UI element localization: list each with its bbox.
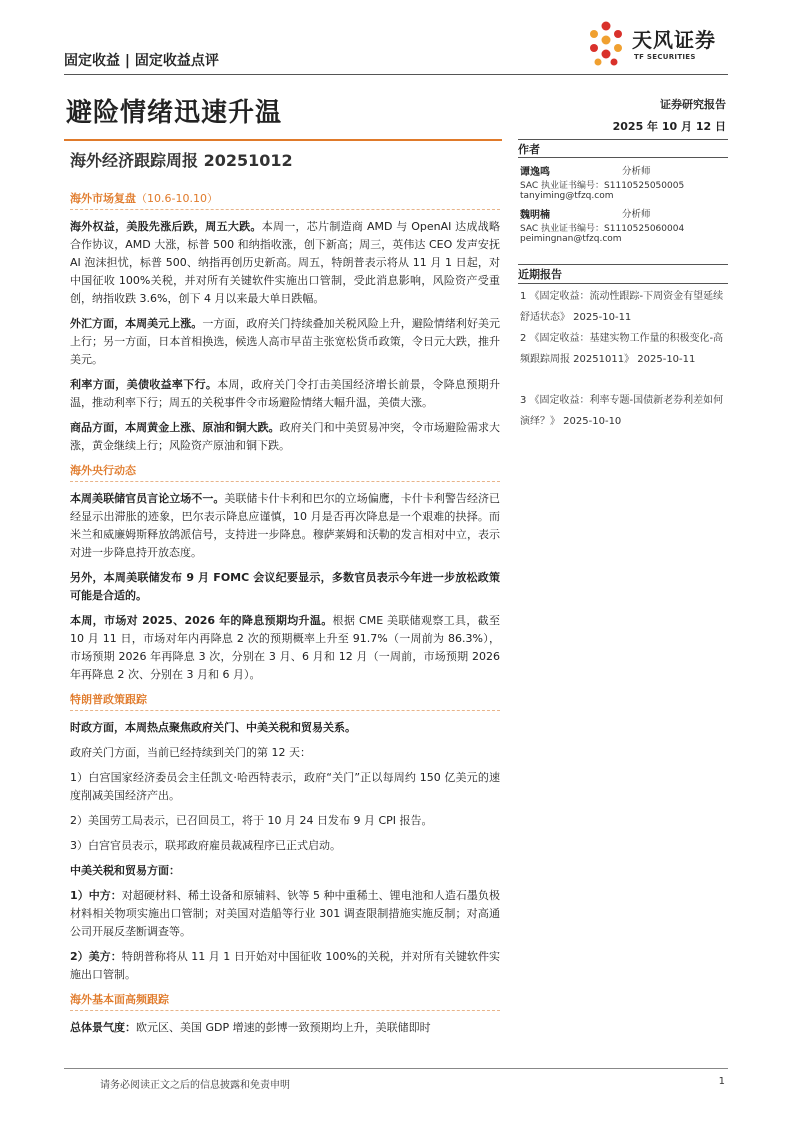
analyst-role: 分析师: [622, 209, 651, 220]
main-content: [70, 190, 500, 1044]
analyst-sac: SAC 执业证书编号：S1110525060004: [520, 224, 685, 234]
footer-disclaimer[interactable]: 请务必阅读正文之后的信息披露和免责申明: [100, 1080, 290, 1091]
paragraph: 总体景气度：欧元区、美国 GDP 增速的彭博一致预期均上升，美联储即时: [70, 1021, 431, 1034]
report-subtitle: 海外经济跟踪周报 20251012: [70, 151, 293, 170]
authors-underline: [518, 157, 728, 158]
logo-text-en: TF SECURITIES: [634, 53, 696, 61]
tf-securities-logo: [584, 20, 734, 70]
analyst-name: 谭逸鸣: [520, 167, 550, 178]
analyst-role: 分析师: [622, 166, 651, 177]
paragraph: 另外，本周美联储发布 9 月 FOMC 会议纪要显示，多数官员表示今年进一步放松政策可能是合适的。: [70, 571, 500, 602]
analyst-name: 魏明楠: [520, 210, 550, 221]
authors-divider: [518, 139, 728, 140]
section-heading-market: 海外市场复盘（10.6-10.10）: [70, 190, 500, 210]
analyst-email[interactable]: peimingnan@tfzq.com: [520, 234, 622, 244]
paragraph: 外汇方面，本周美元上涨。一方面，政府关门持续叠加关税风险上升，避险情绪利好美元上行；另一方面，日本首相换选，候选人高市早苗主张宽松货币政策，令日元大跌，推升美元。: [70, 317, 501, 366]
report-category: 固定收益 | 固定收益点评: [64, 53, 219, 69]
recent-divider: [518, 264, 728, 265]
section-heading-central-bank: 海外央行动态: [70, 462, 500, 482]
paragraph: 2）美方：特朗普称将从 11 月 1 日开始对中国征收 100%的关税，并对所有关键软件实施出口管制。: [70, 950, 500, 981]
tf-logo-icon: [584, 20, 630, 70]
section-heading-fundamentals: 海外基本面高频跟踪: [70, 991, 500, 1011]
paragraph: 3）白宫官员表示，联邦政府雇员裁减程序已正式启动。: [70, 839, 341, 852]
report-type: 证券研究报告: [660, 98, 726, 111]
paragraph: 本周，市场对 2025、2026 年的降息预期均升温。根据 CME 美联储观察工具，截至 10 月 11 日，市场对年内再降息 2 次的预期概率上升至 91.7%（一周前为 86.3%），市场预期 2026 年再降息 3 次，分别在 3 月、6 月和 12 月（一周前，市场预期 2026 年再降息 2 次、分别在 3 月和 6 月）。: [70, 614, 500, 681]
paragraph: 本周美联储官员言论立场不一。美联储卡什卡利和巴尔的立场偏鹰，卡什卡利警告经济已经显示出滞胀的迹象，巴尔表示降息应谨慎，10 月是否再次降息是一个艰难的抉择。而米兰和威廉姆斯释放鸽派信号，支持进一步降息。穆萨莱姆和沃勒的发言相对中立，表示对进一步降息持开放态度。: [70, 492, 501, 559]
title-divider: [64, 139, 502, 141]
paragraph: 利率方面，美债收益率下行。本周，政府关门令打击美国经济增长前景，令降息预期升温，推动利率下行；周五的关税事件令市场避险情绪大幅升温，美债大涨。: [70, 378, 501, 409]
footer-divider: [64, 1068, 728, 1069]
section-heading-trump-policy: 特朗普政策跟踪: [70, 691, 500, 711]
paragraph: 1）白宫国家经济委员会主任凯文·哈西特表示，政府“关门”正以每周约 150 亿美元的速度削减美国经济产出。: [70, 771, 500, 802]
paragraph: 时政方面，本周热点聚焦政府关门、中美关税和贸易关系。: [70, 721, 356, 734]
paragraph: 中美关税和贸易方面：: [70, 864, 180, 877]
paragraph: 政府关门方面，当前已经持续到关门的第 12 天：: [70, 746, 311, 759]
recent-report-item[interactable]: 3 《固定收益：利率专题-国债新老券利差如何演绎？》 2025-10-10: [520, 395, 724, 427]
logo-text-cn: 天风证券: [632, 28, 716, 52]
authors-heading: 作者: [518, 143, 540, 156]
paragraph: 1）中方：对超硬材料、稀土设备和原辅料、钬等 5 种中重稀土、锂电池和人造石墨负极材料相关物项实施出口管制；对美国对造船等行业 301 调查限制措施实施反制；对高通公司开展反垄断调查等。: [70, 889, 500, 938]
analyst-sac: SAC 执业证书编号：S1110525050005: [520, 181, 685, 191]
paragraph: 商品方面，本周黄金上涨、原油和铜大跌。政府关门和中美贸易冲突，令市场避险需求大涨，黄金继续上行；风险资产原油和铜下跌。: [70, 421, 500, 452]
recent-underline: [518, 283, 728, 284]
paragraph: 2）美国劳工局表示，已召回员工，将于 10 月 24 日发布 9 月 CPI 报告。: [70, 814, 433, 827]
report-date: 2025 年 10 月 12 日: [612, 120, 726, 133]
recent-report-item[interactable]: 1 《固定收益：流动性跟踪-下周资金有望延续舒适状态》 2025-10-11: [520, 291, 724, 323]
analyst-email[interactable]: tanyiming@tfzq.com: [520, 191, 614, 201]
recent-report-item[interactable]: 2 《固定收益：基建实物工作量的积极变化-高频跟踪周报 20251011》 2025-10-11: [520, 333, 724, 365]
page-number: 1: [718, 1076, 725, 1087]
paragraph: 海外权益，美股先涨后跌，周五大跌。本周一，芯片制造商 AMD 与 OpenAI 达成战略合作协议，AMD 大涨，标普 500 和纳指收涨，创下新高；周三，英伟达 CEO 发声安抚 AI 泡沫担忧，标普 500、纳指再创历史新高。周五，特朗普表示将从 11 月 1 日起，对中国征收 100%关税，并对所有关键软件实施出口管制，受此消息影响，风险资产受重创，纳指收跌 3.6%，创下 4 月以来最大单日跌幅。: [70, 220, 500, 305]
header-divider: [64, 74, 728, 75]
recent-heading: 近期报告: [518, 268, 562, 281]
report-title: 避险情绪迅速升温: [66, 98, 283, 128]
